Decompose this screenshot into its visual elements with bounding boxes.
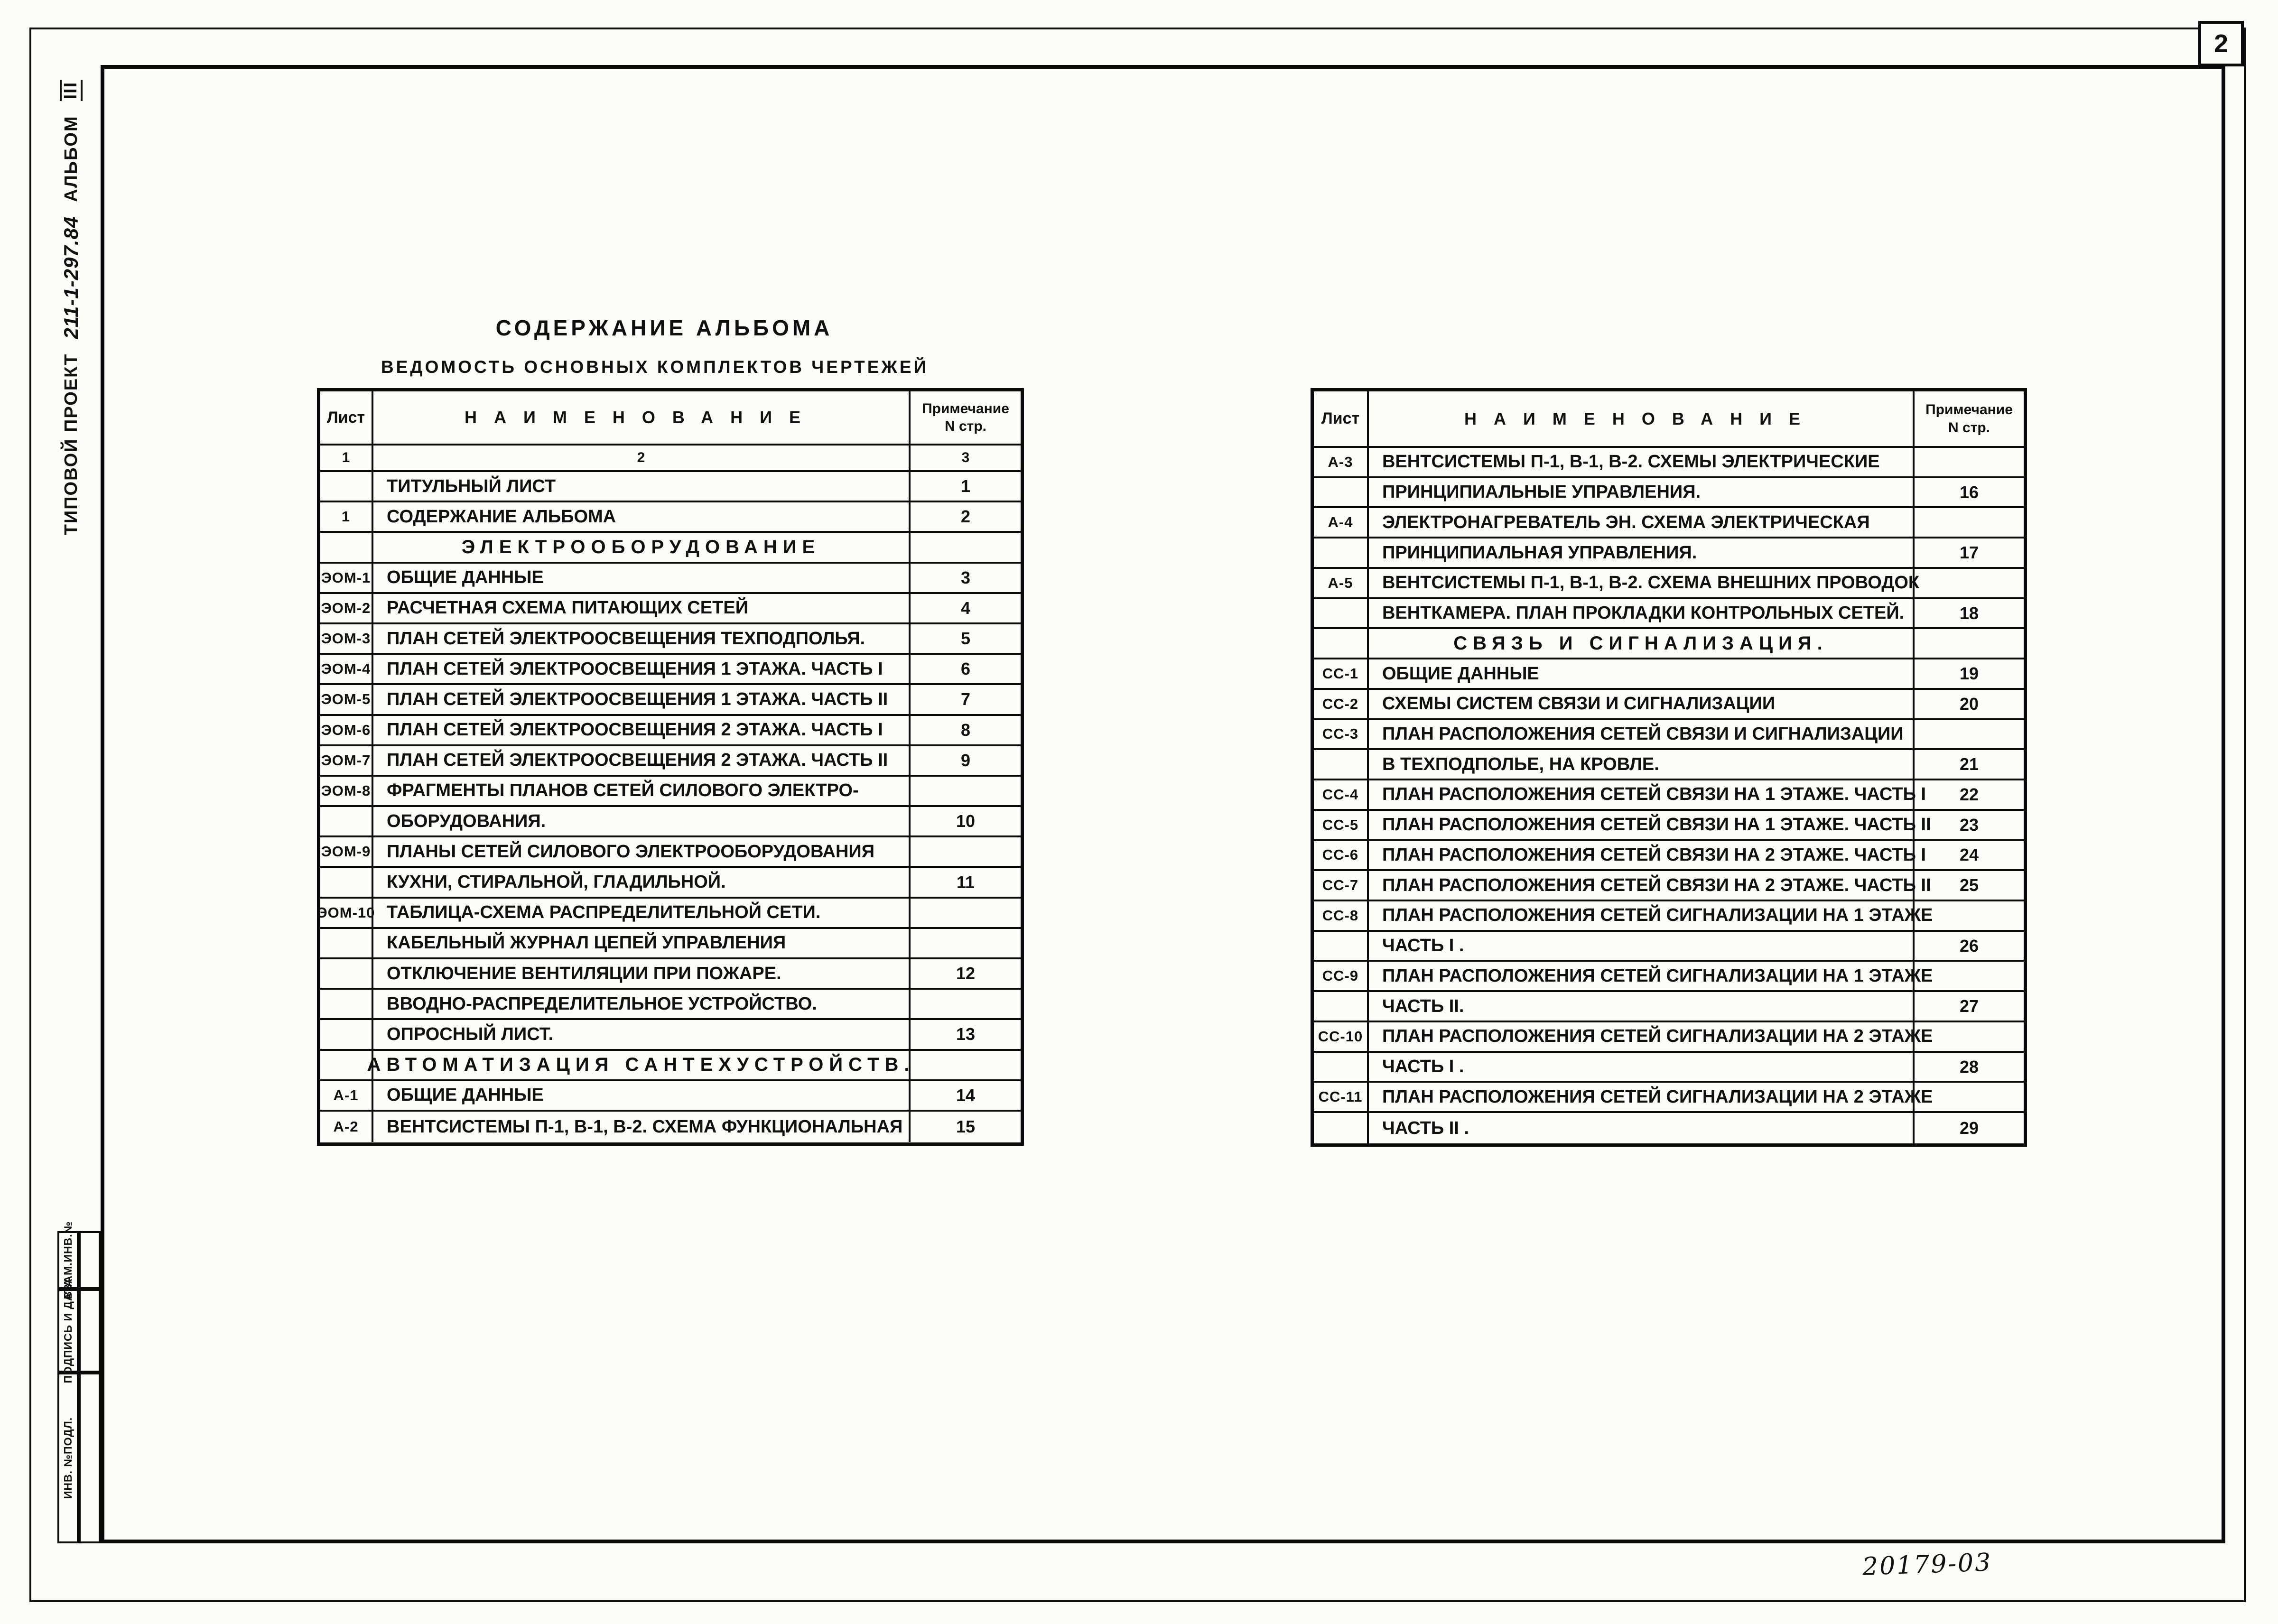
project-code: 211-1-297.84 (60, 216, 82, 339)
row-name: ПЛАН СЕТЕЙ ЭЛЕКТРООСВЕЩЕНИЯ 2 ЭТАЖА. ЧАСТЬ II (373, 746, 911, 777)
row-sheet-id (320, 868, 373, 898)
row-page-number: 21 (1915, 750, 2024, 780)
row-sheet-id (1314, 1113, 1369, 1143)
row-name: ПЛАН СЕТЕЙ ЭЛЕКТРООСВЕЩЕНИЯ 2 ЭТАЖА. ЧАСТЬ I (373, 716, 911, 746)
col-header-note-line1: Примечание (922, 400, 1009, 417)
row-sheet-id: ЭОМ-4 (320, 655, 373, 685)
row-sheet-id: СС-9 (1314, 962, 1369, 992)
row-page-number (1915, 508, 2024, 538)
row-sheet-id (320, 929, 373, 959)
row-page-number (911, 990, 1021, 1020)
sheet-number: 2 (2213, 29, 2229, 58)
album-word: АЛЬБОМ (61, 115, 81, 202)
row-sheet-id (320, 959, 373, 990)
col-header-note-line2: N стр. (944, 418, 987, 434)
row-page-number (1915, 448, 2024, 478)
project-designation-label (58, 81, 84, 536)
row-page-number (1915, 629, 2024, 659)
row-name: ПРИНЦИПИАЛЬНАЯ УПРАВЛЕНИЯ. (1369, 538, 1915, 569)
row-name: В ТЕХПОДПОЛЬЕ, НА КРОВЛЕ. (1369, 750, 1915, 780)
row-sheet-id (320, 1051, 373, 1081)
row-name: ПЛАН РАСПОЛОЖЕНИЯ СЕТЕЙ СИГНАЛИЗАЦИИ НА 2 ЭТАЖЕ (1369, 1022, 1915, 1053)
project-prefix: ТИПОВОЙ ПРОЕКТ (61, 353, 81, 536)
row-name: ПЛАН РАСПОЛОЖЕНИЯ СЕТЕЙ СВЯЗИ НА 2 ЭТАЖЕ. ЧАСТЬ II (1369, 871, 1915, 901)
row-page-number (1915, 901, 2024, 932)
col-header-name: НАИМЕНОВАНИЕ (373, 391, 911, 445)
row-page-number (1915, 569, 2024, 599)
row-sheet-id: ЭОМ-5 (320, 685, 373, 715)
stamp-cell-empty-3 (79, 1373, 101, 1543)
row-page-number: 25 (1915, 871, 2024, 901)
contents-table-left (317, 388, 1024, 1146)
row-page-number: 29 (1959, 1118, 1979, 1138)
sheet-number-box (2198, 21, 2244, 66)
row-name: ОБЩИЕ ДАННЫЕ (373, 564, 911, 594)
row-sheet-id: СС-4 (1314, 780, 1369, 811)
row-page-number: 19 (1915, 659, 2024, 690)
row-sheet-id: А-4 (1314, 508, 1369, 538)
row-page-number (1915, 962, 2024, 992)
row-sheet-id: СС-7 (1314, 871, 1369, 901)
row-sheet-id: СС-3 (1314, 720, 1369, 751)
row-page-number: 4 (911, 594, 1021, 624)
stamp-cell-empty-1 (79, 1231, 101, 1289)
row-sheet-id (1314, 478, 1369, 509)
row-page-number: 6 (911, 655, 1021, 685)
row-sheet-id: СС-2 (1314, 690, 1369, 720)
row-page-number: 5 (911, 624, 1021, 655)
row-sheet-id (320, 1020, 373, 1050)
row-sheet-id: ЭОМ-7 (320, 746, 373, 777)
row-name: СХЕМЫ СИСТЕМ СВЯЗИ И СИГНАЛИЗАЦИИ (1369, 690, 1915, 720)
row-sheet-id (320, 807, 373, 837)
row-name: ЧАСТЬ I . (1369, 932, 1915, 962)
row-name: ВЕНТСИСТЕМЫ П-1, В-1, В-2. СХЕМА ФУНКЦИОНАЛЬНАЯ (373, 1112, 911, 1142)
row-name: ПЛАН СЕТЕЙ ЭЛЕКТРООСВЕЩЕНИЯ ТЕХПОДПОЛЬЯ. (373, 624, 911, 655)
row-page-number: 24 (1915, 841, 2024, 872)
row-name: ПЛАН РАСПОЛОЖЕНИЯ СЕТЕЙ СВЯЗИ НА 1 ЭТАЖЕ. ЧАСТЬ II (1369, 811, 1915, 841)
row-sheet-id: ЭОМ-9 (320, 837, 373, 868)
row-name: СОДЕРЖАНИЕ АЛЬБОМА (373, 502, 911, 533)
row-page-number (911, 777, 1021, 807)
row-page-number: 2 (911, 502, 1021, 533)
row-sheet-id: А-2 (320, 1112, 373, 1142)
row-name: КАБЕЛЬНЫЙ ЖУРНАЛ ЦЕПЕЙ УПРАВЛЕНИЯ (373, 929, 911, 959)
row-name: ВЕНТКАМЕРА. ПЛАН ПРОКЛАДКИ КОНТРОЛЬНЫХ СЕТЕЙ. (1369, 599, 1915, 630)
row-page-number: 10 (911, 807, 1021, 837)
col-header-note (1915, 391, 2024, 448)
column-number-cell: 1 (320, 445, 373, 472)
row-name: ВВОДНО-РАСПРЕДЕЛИТЕЛЬНОЕ УСТРОЙСТВО. (373, 990, 911, 1020)
row-sheet-id: СС-8 (1314, 901, 1369, 932)
column-number-cell: 2 (373, 445, 911, 472)
row-sheet-id: СС-6 (1314, 841, 1369, 872)
handwritten-doc-number: 20179-03 (1862, 1548, 1993, 1581)
row-page-number: 13 (911, 1020, 1021, 1050)
row-sheet-id (320, 533, 373, 563)
row-sheet-id (1314, 1053, 1369, 1083)
row-sheet-id: СС-5 (1314, 811, 1369, 841)
row-name: ОБЩИЕ ДАННЫЕ (373, 1081, 911, 1112)
row-sheet-id: ЭОМ-3 (320, 624, 373, 655)
row-sheet-id (1314, 629, 1369, 659)
row-page-number: 15 (956, 1117, 976, 1137)
row-name: КУХНИ, СТИРАЛЬНОЙ, ГЛАДИЛЬНОЙ. (373, 868, 911, 898)
row-name: ПЛАН РАСПОЛОЖЕНИЯ СЕТЕЙ СВЯЗИ НА 2 ЭТАЖЕ. ЧАСТЬ I (1369, 841, 1915, 872)
stamp-label-podpis-data: ПОДПИСЬ И ДАТА (61, 1278, 74, 1383)
contents-table-right (1311, 388, 2027, 1147)
row-sheet-id: ЭОМ-1 (320, 564, 373, 594)
row-sheet-id: А-1 (320, 1081, 373, 1112)
row-sheet-id (1314, 599, 1369, 630)
row-name: ТАБЛИЦА-СХЕМА РАСПРЕДЕЛИТЕЛЬНОЙ СЕТИ. (373, 899, 911, 929)
row-name: ОПРОСНЫЙ ЛИСТ. (373, 1020, 911, 1050)
row-page-number: 1 (911, 472, 1021, 502)
row-page-number (911, 899, 1021, 929)
row-name: ПРИНЦИПИАЛЬНЫЕ УПРАВЛЕНИЯ. (1369, 478, 1915, 509)
section-title: АВТОМАТИЗАЦИЯ САНТЕХУСТРОЙСТВ. (373, 1051, 911, 1081)
row-sheet-id: СС-1 (1314, 659, 1369, 690)
row-sheet-id (320, 472, 373, 502)
row-sheet-id (1314, 992, 1369, 1022)
row-page-number: 9 (911, 746, 1021, 777)
row-name: ВЕНТСИСТЕМЫ П-1, В-1, В-2. СХЕМЫ ЭЛЕКТРИЧЕСКИЕ (1369, 448, 1915, 478)
col-header-sheet: Лист (1314, 391, 1369, 448)
row-name: ПЛАН СЕТЕЙ ЭЛЕКТРООСВЕЩЕНИЯ 1 ЭТАЖА. ЧАСТЬ I (373, 655, 911, 685)
section-title: СВЯЗЬ И СИГНАЛИЗАЦИЯ. (1369, 629, 1915, 659)
row-name: ПЛАН РАСПОЛОЖЕНИЯ СЕТЕЙ СИГНАЛИЗАЦИИ НА 2 ЭТАЖЕ (1369, 1083, 1915, 1113)
row-name: ФРАГМЕНТЫ ПЛАНОВ СЕТЕЙ СИЛОВОГО ЭЛЕКТРО- (373, 777, 911, 807)
row-sheet-id (1314, 932, 1369, 962)
row-name: ОТКЛЮЧЕНИЕ ВЕНТИЛЯЦИИ ПРИ ПОЖАРЕ. (373, 959, 911, 990)
row-name: ЭЛЕКТРОНАГРЕВАТЕЛЬ ЭН. СХЕМА ЭЛЕКТРИЧЕСКАЯ (1369, 508, 1915, 538)
row-page-number: 14 (911, 1081, 1021, 1112)
row-sheet-id (1314, 750, 1369, 780)
row-page-number: 11 (911, 868, 1021, 898)
row-name: ВЕНТСИСТЕМЫ П-1, В-1, В-2. СХЕМА ВНЕШНИХ ПРОВОДОК (1369, 569, 1915, 599)
row-name: ПЛАН РАСПОЛОЖЕНИЯ СЕТЕЙ СВЯЗИ И СИГНАЛИЗАЦИИ (1369, 720, 1915, 751)
row-sheet-id: 1 (320, 502, 373, 533)
col-header-note (911, 391, 1021, 445)
row-sheet-id: СС-10 (1314, 1022, 1369, 1053)
stamp-label-vzam-inv: ВЗАМ.ИНВ.№ (61, 1221, 74, 1299)
row-page-number: 3 (911, 564, 1021, 594)
section-title: ЭЛЕКТРООБОРУДОВАНИЕ (373, 533, 911, 563)
row-page-number: 8 (911, 716, 1021, 746)
row-name: ЧАСТЬ I . (1369, 1053, 1915, 1083)
row-name: ПЛАН РАСПОЛОЖЕНИЯ СЕТЕЙ СИГНАЛИЗАЦИИ НА 1 ЭТАЖЕ (1369, 962, 1915, 992)
row-sheet-id: ЭОМ-2 (320, 594, 373, 624)
row-page-number: 20 (1915, 690, 2024, 720)
row-name: ОБОРУДОВАНИЯ. (373, 807, 911, 837)
row-page-number: 12 (911, 959, 1021, 990)
row-sheet-id (1314, 538, 1369, 569)
row-name: ПЛАН СЕТЕЙ ЭЛЕКТРООСВЕЩЕНИЯ 1 ЭТАЖА. ЧАСТЬ II (373, 685, 911, 715)
row-name: РАСЧЕТНАЯ СХЕМА ПИТАЮЩИХ СЕТЕЙ (373, 594, 911, 624)
col-header-note-line2: N стр. (1948, 419, 1990, 436)
stamp-cell-empty-2 (79, 1289, 101, 1373)
row-name: ПЛАН РАСПОЛОЖЕНИЯ СЕТЕЙ СВЯЗИ НА 1 ЭТАЖЕ. ЧАСТЬ I (1369, 780, 1915, 811)
row-page-number (911, 533, 1021, 563)
row-sheet-id: СС-11 (1314, 1083, 1369, 1113)
row-page-number (1915, 720, 2024, 751)
row-page-number: 7 (911, 685, 1021, 715)
row-name: ОБЩИЕ ДАННЫЕ (1369, 659, 1915, 690)
col-header-sheet: Лист (320, 391, 373, 445)
row-sheet-id: ЭОМ-10 (320, 899, 373, 929)
row-sheet-id: ЭОМ-8 (320, 777, 373, 807)
album-roman-numeral: III (60, 80, 83, 102)
row-page-number: 22 (1915, 780, 2024, 811)
row-page-number: 23 (1915, 811, 2024, 841)
row-page-number: 27 (1915, 992, 2024, 1022)
column-number-cell: 3 (911, 445, 1021, 472)
page-title: СОДЕРЖАНИЕ АЛЬБОМА (495, 316, 833, 340)
row-page-number (911, 929, 1021, 959)
row-page-number (1915, 1022, 2024, 1053)
row-sheet-id: А-3 (1314, 448, 1369, 478)
row-sheet-id: А-5 (1314, 569, 1369, 599)
col-header-note-line1: Примечание (1925, 402, 2013, 418)
row-name: ЧАСТЬ II . (1369, 1113, 1915, 1143)
row-name: ПЛАН РАСПОЛОЖЕНИЯ СЕТЕЙ СИГНАЛИЗАЦИИ НА 1 ЭТАЖЕ (1369, 901, 1915, 932)
col-header-name: НАИМЕНОВАНИЕ (1369, 391, 1915, 448)
row-page-number (1915, 1083, 2024, 1113)
row-page-number: 16 (1915, 478, 2024, 509)
row-page-number: 26 (1915, 932, 2024, 962)
stamp-label-inv-podl: ИНВ. №ПОДЛ. (61, 1417, 74, 1499)
row-sheet-id: ЭОМ-6 (320, 716, 373, 746)
row-page-number (911, 1051, 1021, 1081)
row-page-number (911, 837, 1021, 868)
row-name: ТИТУЛЬНЫЙ ЛИСТ (373, 472, 911, 502)
row-name: ПЛАНЫ СЕТЕЙ СИЛОВОГО ЭЛЕКТРООБОРУДОВАНИЯ (373, 837, 911, 868)
row-sheet-id (320, 990, 373, 1020)
row-page-number: 18 (1915, 599, 2024, 630)
row-page-number: 28 (1915, 1053, 2024, 1083)
page-subtitle: ВЕДОМОСТЬ ОСНОВНЫХ КОМПЛЕКТОВ ЧЕРТЕЖЕЙ (381, 357, 929, 377)
row-page-number: 17 (1915, 538, 2024, 569)
row-name: ЧАСТЬ II. (1369, 992, 1915, 1022)
